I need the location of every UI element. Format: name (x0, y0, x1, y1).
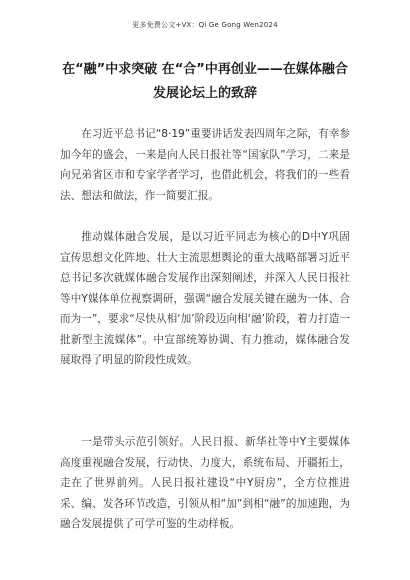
paragraph-2: 推动媒体融合发展，是以习近平同志为核心的D中Y巩固宣传思想文化阵地、壮大主流思想舆论的重大战略部署习近平总书记多次就媒体融合发展作出深刻阐述，并深入人民日报社等中Y媒体单位视察调研，强调“融合发展关键在融为一体、合而为一”，要求“尽快从相‘加’阶段迈向相‘融’阶段，着力打造一批新型主流媒体”。中宣部统筹协调、有力推动，媒体融合发展取得了明显的阶段性成效。 (60, 231, 350, 366)
paragraph-3: 一是带头示范引领好。人民日报、新华社等中Y主要媒体高度重视融合发展，行动快、力度大，系统布局、开疆拓土，走在了世界前列。人民日报社建设“中Y厨房”，全方位推进采、编、发各环节改造，引领从相“加”到相“融”的加速跑，为融合发展提供了可学可鉴的生动样板。 (60, 436, 350, 530)
paragraph-1: 在习近平总书记“8·19”重要讲话发表四周年之际，有幸参加今年的盛会，一来是向人民日报社等“国家队”学习，二来是向兄弟省区市和专家学者学习，也借此机会，将我们的一些看法、想法和做法，作一简要汇报。 (60, 128, 350, 202)
document-title: 在“融”中求突破 在“合”中再创业——在媒体融合发展论坛上的致辞 (62, 62, 348, 101)
header-note: 更多免费公文+VX：Qi Ge Gong Wen2024 (132, 21, 278, 29)
